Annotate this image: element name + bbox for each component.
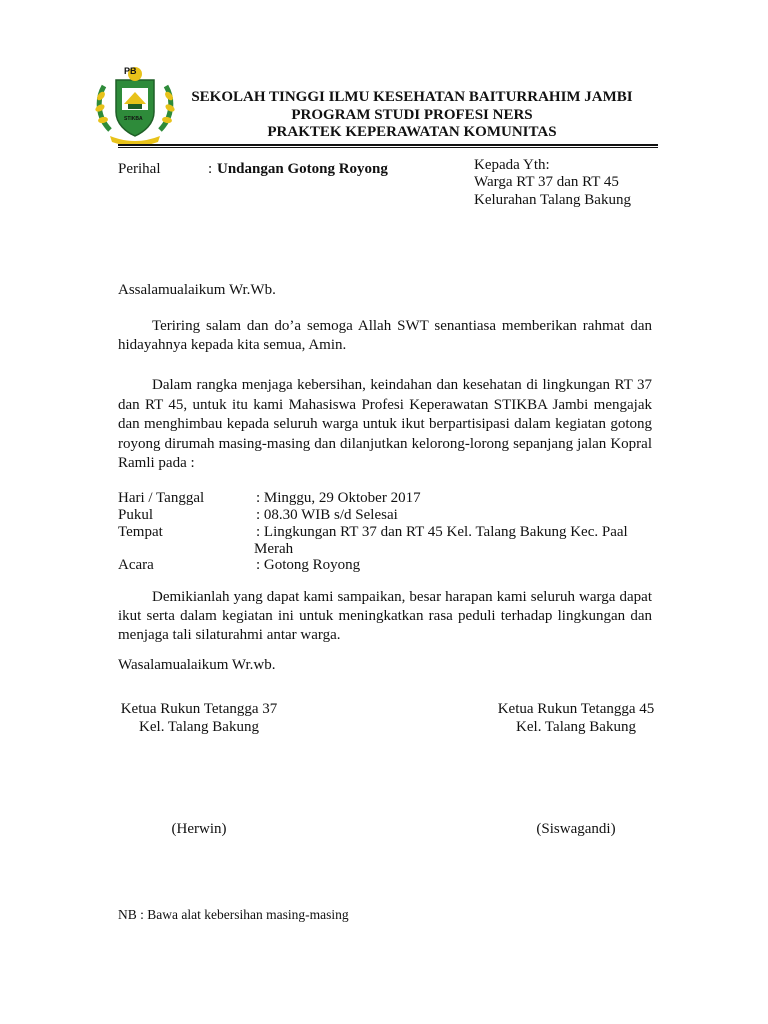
letterhead-rule-thin	[118, 147, 658, 148]
greeting: Assalamualaikum Wr.Wb.	[118, 282, 276, 298]
paragraph-invitation: Dalam rangka menjaga kebersihan, keindahan dan kesehatan di lingkungan RT 37 dan RT 45, untuk itu kami Mahasiswa Profesi Keperawatan STIKBA Jambi mengajak dan menghimbau kepada seluruh warga untuk ikut berpartisipasi dalam kegiatan gotong royong dirumah masing-masing dan dilanjutkan kelorong-lorong sepanjang jalan Kopral Ramli pada :	[118, 377, 652, 471]
detail-value-date: : Minggu, 29 Oktober 2017	[256, 490, 421, 506]
recipient-line-3: Kelurahan Talang Bakung	[474, 192, 631, 208]
signature-place-rt37: Kel. Talang Bakung	[139, 719, 259, 735]
letterhead-line-2: PROGRAM STUDI PROFESI NERS	[291, 107, 533, 123]
signature-name-rt37: (Herwin)	[171, 821, 227, 837]
recipient-line-1: Kepada Yth:	[474, 157, 550, 173]
detail-value-time: : 08.30 WIB s/d Selesai	[256, 507, 398, 523]
paragraph-closing: Demikianlah yang dapat kami sampaikan, besar harapan kami seluruh warga dapat ikut serta dalam kegiatan ini untuk meningkatkan rasa peduli terhadap lingkungan dan menjaga tali silaturahmi antar warga.	[118, 589, 652, 643]
signature-place-rt45: Kel. Talang Bakung	[516, 719, 636, 735]
signature-title-rt37: Ketua Rukun Tetangga 37	[120, 701, 278, 717]
letterhead-line-3: PRAKTEK KEPERAWATAN KOMUNITAS	[267, 124, 557, 140]
detail-value-place: : Lingkungan RT 37 dan RT 45 Kel. Talang Bakung Kec. Paal	[256, 524, 628, 540]
letterhead-line-1: SEKOLAH TINGGI ILMU KESEHATAN BAITURRAHIM JAMBI	[191, 89, 633, 105]
detail-label-time: Pukul	[118, 507, 154, 523]
letterhead-rule-thick	[118, 144, 658, 146]
logo-text-bottom: STIKBA	[124, 116, 143, 122]
detail-label-date: Hari / Tanggal	[118, 490, 205, 506]
detail-label-place: Tempat	[118, 524, 163, 540]
perihal-separator: :	[208, 161, 213, 177]
recipient-line-2: Warga RT 37 dan RT 45	[474, 174, 619, 190]
signature-title-rt45: Ketua Rukun Tetangga 45	[497, 701, 655, 717]
paragraph-opening: Teriring salam dan do’a semoga Allah SWT senantiasa memberikan rahmat dan hidayahnya kepada kita semua, Amin.	[118, 318, 652, 353]
detail-value-event: : Gotong Royong	[256, 557, 361, 573]
detail-value-place-cont: Merah	[254, 541, 294, 557]
signature-name-rt45: (Siswagandi)	[536, 821, 616, 837]
detail-label-event: Acara	[118, 557, 154, 573]
perihal-label: Perihal	[118, 161, 161, 177]
logo-text-top: PB	[124, 66, 137, 76]
stikba-logo	[92, 66, 178, 148]
footnote: NB : Bawa alat kebersihan masing-masing	[118, 907, 349, 922]
perihal-value: Undangan Gotong Royong	[217, 161, 388, 177]
closing-salutation: Wasalamualaikum Wr.wb.	[118, 657, 276, 673]
